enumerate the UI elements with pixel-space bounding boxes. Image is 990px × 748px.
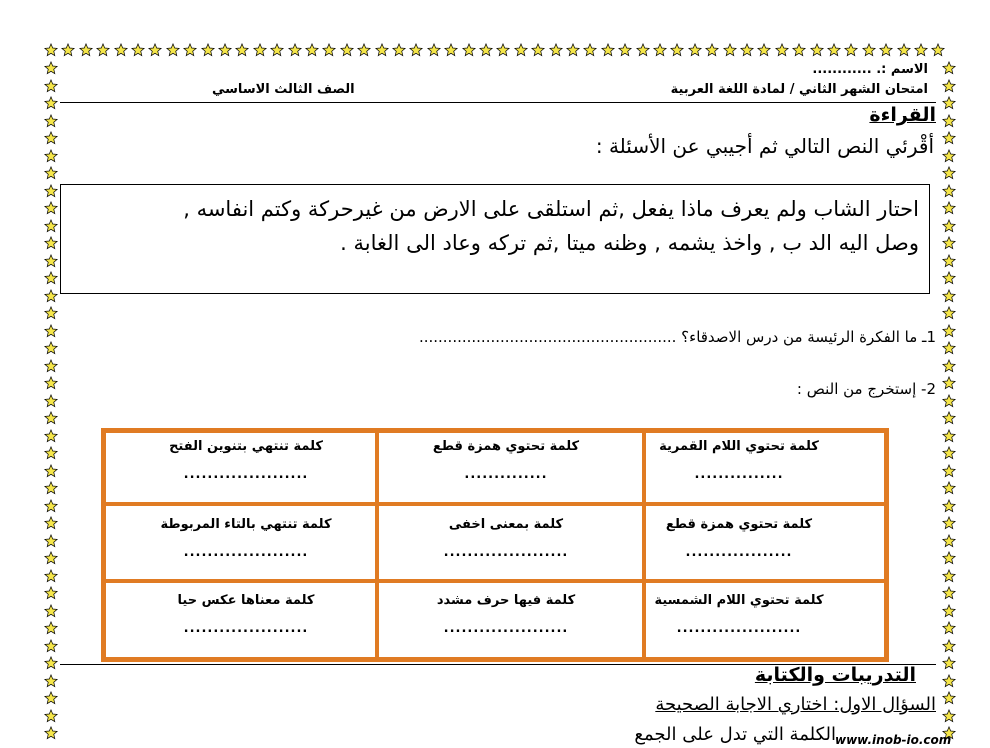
star-icon [322, 42, 336, 56]
star-icon [942, 375, 956, 389]
star-icon [427, 42, 441, 56]
star-icon [942, 515, 956, 529]
star-icon [44, 218, 58, 232]
star-icon [44, 323, 58, 337]
star-icon [618, 42, 632, 56]
star-icon [44, 463, 58, 477]
star-icon [931, 42, 945, 56]
star-icon [942, 113, 956, 127]
star-icon [942, 200, 956, 214]
star-icon [44, 708, 58, 722]
exercise-question-1: السؤال الاول: اختاري الاجابة الصحيحة [655, 694, 936, 715]
star-icon [44, 655, 58, 669]
star-icon [942, 568, 956, 582]
star-icon [942, 638, 956, 652]
star-icon [942, 305, 956, 319]
star-icon [166, 42, 180, 56]
star-icon [44, 183, 58, 197]
star-icon [44, 78, 58, 92]
table-divider-h2 [106, 579, 884, 583]
star-icon [914, 42, 928, 56]
star-icon [810, 42, 824, 56]
star-icon [942, 323, 956, 337]
star-icon [44, 410, 58, 424]
star-icon [375, 42, 389, 56]
star-icon [79, 42, 93, 56]
star-icon [183, 42, 197, 56]
star-icon [942, 60, 956, 74]
star-icon [44, 533, 58, 547]
cell-title-r3c2: كلمة فيها حرف مشدد [436, 593, 576, 608]
exam-title: امتحان الشهر الثاني / لمادة اللغة العربية [670, 82, 928, 97]
star-icon [862, 42, 876, 56]
star-icon [942, 708, 956, 722]
cell-title-r1c3: كلمة تنتهي بتنوين الفتح [169, 439, 323, 454]
table-divider-v1 [375, 433, 379, 657]
exercises-section-title: التدريبات والكتابة [754, 664, 916, 686]
star-icon [705, 42, 719, 56]
star-icon [942, 218, 956, 232]
star-icon [44, 375, 58, 389]
star-icon [44, 515, 58, 529]
star-icon [792, 42, 806, 56]
star-icon [44, 130, 58, 144]
star-icon [44, 725, 58, 739]
star-icon [942, 183, 956, 197]
star-icon [44, 445, 58, 459]
star-icon [942, 498, 956, 512]
reading-section-title: القراءة [869, 104, 936, 126]
star-icon [942, 130, 956, 144]
star-icon [96, 42, 110, 56]
star-icon [942, 428, 956, 442]
star-icon [44, 200, 58, 214]
cell-answer-r2c3: ..................... [183, 545, 309, 560]
student-name-label: الاسم :. ............ [812, 62, 928, 77]
star-icon [942, 655, 956, 669]
star-icon [942, 480, 956, 494]
cell-answer-r1c1: ............... [694, 467, 784, 482]
star-icon [44, 428, 58, 442]
star-icon [942, 550, 956, 564]
star-icon [44, 638, 58, 652]
cell-title-r3c1: كلمة تحتوي اللام الشمسية [654, 593, 824, 608]
question-1: 1ـ ما الفكرة الرئيسة من درس الاصدقاء؟ ...................................................... [418, 328, 936, 346]
star-icon [44, 113, 58, 127]
star-icon [409, 42, 423, 56]
star-icon [44, 498, 58, 512]
star-icon [44, 393, 58, 407]
watermark: www.inob-io.com [835, 733, 952, 747]
star-icon [44, 550, 58, 564]
star-icon [942, 288, 956, 302]
star-icon [942, 148, 956, 162]
star-icon [148, 42, 162, 56]
star-icon [44, 585, 58, 599]
star-icon [942, 620, 956, 634]
star-icon [827, 42, 841, 56]
star-icon [942, 673, 956, 687]
exercise-question-1-line: الكلمة التي تدل على الجمع [634, 724, 836, 745]
star-icon [44, 620, 58, 634]
star-icon [740, 42, 754, 56]
passage-line-1: احتار الشاب ولم يعرف ماذا يفعل ,ثم استلقى على الارض من غيرحركة وكتم انفاسه , [183, 197, 919, 221]
star-icon [44, 253, 58, 267]
star-icon [201, 42, 215, 56]
star-icon [549, 42, 563, 56]
cell-title-r1c2: كلمة تحتوي همزة قطع [432, 439, 580, 454]
star-icon [44, 305, 58, 319]
cell-title-r2c1: كلمة تحتوي همزة قطع [665, 517, 813, 532]
star-icon [305, 42, 319, 56]
star-icon [897, 42, 911, 56]
star-icon [444, 42, 458, 56]
star-icon [942, 463, 956, 477]
star-icon [942, 445, 956, 459]
star-icon [942, 270, 956, 284]
star-icon [879, 42, 893, 56]
star-icon [61, 42, 75, 56]
star-icon [514, 42, 528, 56]
star-icon [942, 603, 956, 617]
star-icon [235, 42, 249, 56]
star-icon [531, 42, 545, 56]
star-icon [131, 42, 145, 56]
cell-answer-r1c3: ..................... [183, 467, 309, 482]
cell-answer-r2c2: ..................... [443, 545, 569, 560]
star-icon [942, 253, 956, 267]
star-icon [44, 270, 58, 284]
extraction-table [101, 428, 889, 662]
star-icon [218, 42, 232, 56]
star-icon [44, 603, 58, 617]
star-icon [670, 42, 684, 56]
star-icon [357, 42, 371, 56]
cell-title-r3c3: كلمة معناها عكس حيا [177, 593, 315, 608]
star-icon [653, 42, 667, 56]
cell-title-r2c3: كلمة تنتهي بالتاء المربوطة [160, 517, 332, 532]
star-icon [942, 585, 956, 599]
cell-title-r2c2: كلمة بمعنى اخفى [448, 517, 564, 532]
star-icon [566, 42, 580, 56]
star-icon [942, 410, 956, 424]
star-icon [44, 480, 58, 494]
star-icon [636, 42, 650, 56]
star-icon [942, 690, 956, 704]
star-icon [942, 393, 956, 407]
star-icon [114, 42, 128, 56]
question-2: 2- إستخرج من النص : [796, 380, 936, 398]
star-icon [583, 42, 597, 56]
star-icon [723, 42, 737, 56]
cell-answer-r1c2: .............. [464, 467, 548, 482]
star-icon [496, 42, 510, 56]
grade-label: الصف الثالث الاساسي [212, 82, 355, 97]
cell-title-r1c1: كلمة تحتوي اللام القمرية [659, 439, 819, 454]
star-icon [44, 340, 58, 354]
star-icon [44, 165, 58, 179]
star-icon [757, 42, 771, 56]
reading-instruction: أقْرئي النص التالي ثم أجيبي عن الأسئلة : [595, 134, 934, 158]
star-icon [942, 340, 956, 354]
cell-answer-r3c1: ..................... [676, 621, 802, 636]
star-icon [942, 235, 956, 249]
star-icon [340, 42, 354, 56]
star-icon [44, 568, 58, 582]
star-icon [44, 673, 58, 687]
star-icon [288, 42, 302, 56]
table-divider-h1 [106, 502, 884, 506]
star-icon [44, 235, 58, 249]
star-icon [942, 165, 956, 179]
passage-line-2: وصل اليه الد ب , واخذ يشمه , وظنه ميتا ,ثم تركه وعاد الى الغابة . [340, 231, 919, 255]
star-icon [844, 42, 858, 56]
star-icon [942, 533, 956, 547]
cell-answer-r3c3: ..................... [183, 621, 309, 636]
star-icon [942, 95, 956, 109]
header-divider [60, 102, 936, 103]
star-icon [601, 42, 615, 56]
star-icon [392, 42, 406, 56]
star-icon [688, 42, 702, 56]
star-icon [44, 42, 58, 56]
star-icon [44, 690, 58, 704]
star-icon [44, 358, 58, 372]
cell-answer-r2c1: .................. [685, 545, 793, 560]
star-icon [942, 358, 956, 372]
star-icon [44, 95, 58, 109]
star-icon [253, 42, 267, 56]
star-icon [44, 60, 58, 74]
star-icon [462, 42, 476, 56]
star-icon [942, 78, 956, 92]
star-icon [270, 42, 284, 56]
star-icon [775, 42, 789, 56]
cell-answer-r3c2: ..................... [443, 621, 569, 636]
star-icon [44, 288, 58, 302]
star-icon [479, 42, 493, 56]
star-icon [44, 148, 58, 162]
passage-box [60, 184, 930, 294]
